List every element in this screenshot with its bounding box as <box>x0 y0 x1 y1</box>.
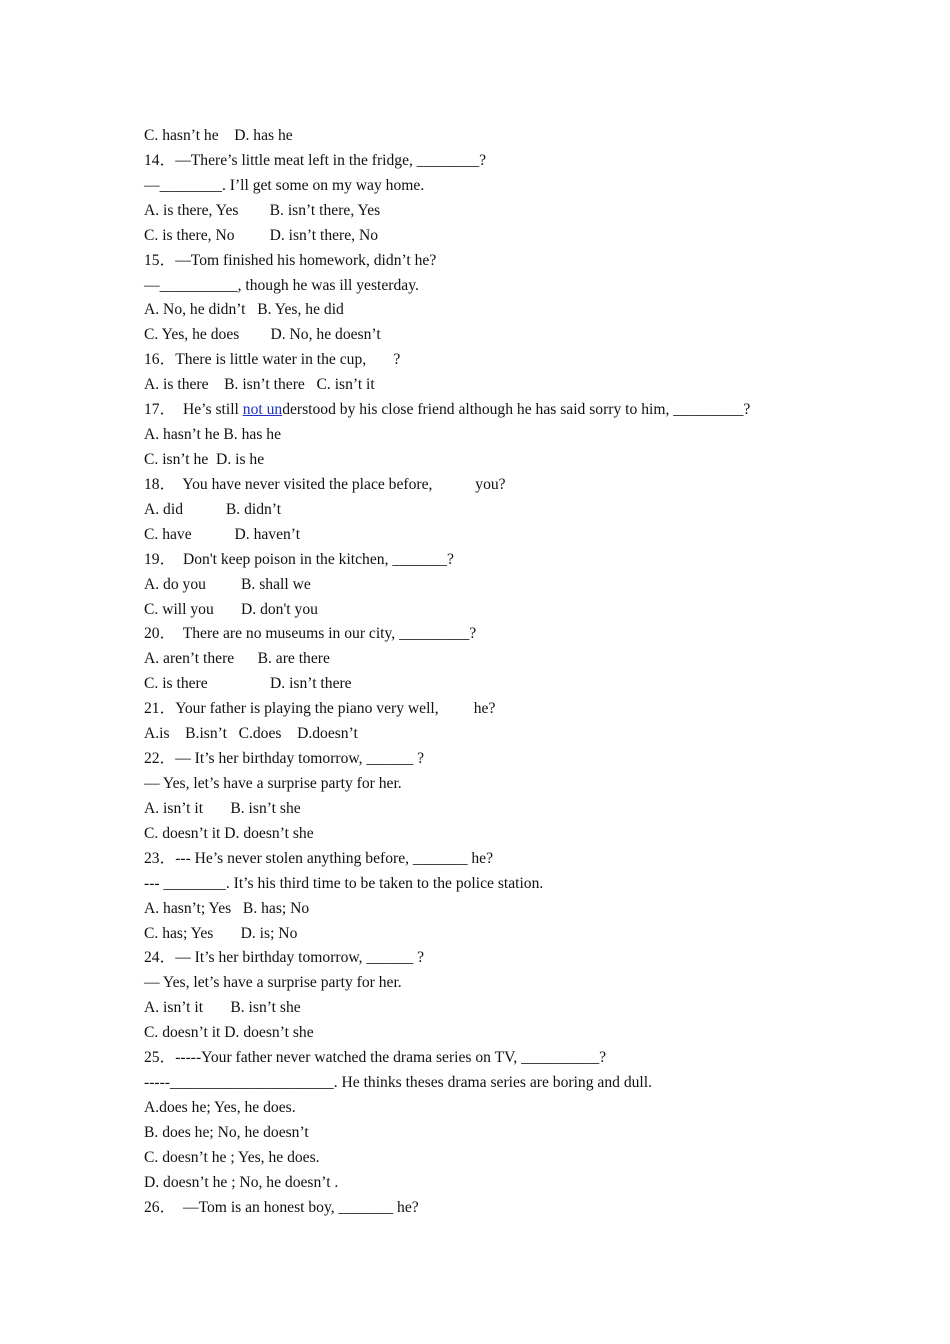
text-line <box>144 548 824 573</box>
text-line <box>144 149 824 174</box>
text-line <box>144 647 824 672</box>
line-text: 17． He’s still <box>144 401 243 419</box>
line-text: A. is there B. isn’t there C. isn’t it <box>144 376 375 394</box>
text-line <box>144 1196 824 1221</box>
text-line <box>144 922 824 947</box>
line-text: 16．There is little water in the cup, ? <box>144 351 401 369</box>
text-line <box>144 523 824 548</box>
line-text: D. doesn’t he ; No, he doesn’t . <box>144 1173 339 1191</box>
line-text: C. have D. haven’t <box>144 525 301 543</box>
line-text: A. hasn’t; Yes B. has; No <box>144 899 310 917</box>
line-text: — Yes, let’s have a surprise party for her. <box>144 974 402 992</box>
text-line <box>144 772 824 797</box>
line-text: C. will you D. don't you <box>144 600 318 618</box>
hyperlink-text[interactable]: not un <box>242 401 283 419</box>
text-line <box>144 672 824 697</box>
text-line <box>144 373 824 398</box>
line-text: A. isn’t it B. isn’t she <box>144 799 301 817</box>
line-text: 19． Don't keep poison in the kitchen, _______? <box>144 550 454 568</box>
text-line <box>144 398 824 423</box>
text-line <box>144 573 824 598</box>
line-text: C. Yes, he does D. No, he doesn’t <box>144 326 381 344</box>
text-line <box>144 822 824 847</box>
line-text: A. isn’t it B. isn’t she <box>144 999 301 1017</box>
text-line <box>144 124 824 149</box>
text-line <box>144 946 824 971</box>
text-line <box>144 897 824 922</box>
line-text: 22．— It’s her birthday tomorrow, ______ ? <box>144 750 425 768</box>
line-text: 26． —Tom is an honest boy, _______ he? <box>144 1198 419 1216</box>
line-text: C. doesn’t he ; Yes, he does. <box>144 1148 320 1166</box>
text-line <box>144 423 824 448</box>
text-line <box>144 1071 824 1096</box>
line-text: 25．-----Your father never watched the drama series on TV, __________? <box>144 1049 607 1067</box>
text-line <box>144 1146 824 1171</box>
line-text-continued: derstood by his close friend although he has said sorry to him, _________? <box>282 401 751 419</box>
line-text: A. aren’t there B. are there <box>144 650 330 668</box>
line-text: A. is there, Yes B. isn’t there, Yes <box>144 201 381 219</box>
line-text: C. doesn’t it D. doesn’t she <box>144 824 314 842</box>
line-text: — Yes, let’s have a surprise party for her. <box>144 774 402 792</box>
line-text: A.is B.isn’t C.does D.doesn’t <box>144 725 358 743</box>
line-text: C. doesn’t it D. doesn’t she <box>144 1024 314 1042</box>
text-line <box>144 174 824 199</box>
line-text: C. has; Yes D. is; No <box>144 924 298 942</box>
line-text: C. hasn’t he D. has he <box>144 127 293 144</box>
line-text: 24．— It’s her birthday tomorrow, ______ ? <box>144 949 425 967</box>
text-line <box>144 498 824 523</box>
text-line <box>144 1171 824 1196</box>
line-text: -----_____________________. He thinks theses drama series are boring and dull. <box>144 1074 652 1092</box>
line-text: 20． There are no museums in our city, _________? <box>144 625 477 643</box>
line-text: C. is there D. isn’t there <box>144 675 352 693</box>
line-text: --- ________. It’s his third time to be taken to the police station. <box>144 874 544 892</box>
text-line <box>144 1096 824 1121</box>
line-text: A. do you B. shall we <box>144 575 311 593</box>
text-line <box>144 872 824 897</box>
exercise-text <box>144 124 824 1221</box>
text-line <box>144 224 824 249</box>
text-line <box>144 274 824 299</box>
text-line <box>144 797 824 822</box>
text-line <box>144 722 824 747</box>
line-text: C. is there, No D. isn’t there, No <box>144 226 379 244</box>
line-text: A. No, he didn’t B. Yes, he did <box>144 301 344 319</box>
text-line <box>144 348 824 373</box>
text-line <box>144 448 824 473</box>
line-text: 23．--- He’s never stolen anything before, _______ he? <box>144 849 494 867</box>
line-text: 18． You have never visited the place before, you? <box>144 475 506 493</box>
text-line <box>144 622 824 647</box>
line-text: C. isn’t he D. is he <box>144 450 265 468</box>
line-text: A.does he; Yes, he does. <box>144 1098 296 1116</box>
line-text: B. does he; No, he doesn’t <box>144 1123 309 1141</box>
text-line <box>144 249 824 274</box>
line-text: —________. I’ll get some on my way home. <box>144 176 425 194</box>
text-line <box>144 598 824 623</box>
text-line <box>144 971 824 996</box>
line-text: —__________, though he was ill yesterday. <box>144 276 419 294</box>
text-line <box>144 697 824 722</box>
text-line <box>144 323 824 348</box>
text-line <box>144 847 824 872</box>
line-text: A. did B. didn’t <box>144 500 282 518</box>
text-line <box>144 1021 824 1046</box>
text-line <box>144 1046 824 1071</box>
line-text: 21．Your father is playing the piano very well, he? <box>144 700 496 718</box>
text-line <box>144 747 824 772</box>
text-line <box>144 199 824 224</box>
line-text: 14．—There’s little meat left in the fridge, ________? <box>144 151 487 169</box>
line-text: A. hasn’t he B. has he <box>144 426 282 444</box>
line-text: 15．—Tom finished his homework, didn’t he? <box>144 251 437 269</box>
text-line <box>144 473 824 498</box>
text-line <box>144 298 824 323</box>
text-line <box>144 996 824 1021</box>
text-line <box>144 1121 824 1146</box>
